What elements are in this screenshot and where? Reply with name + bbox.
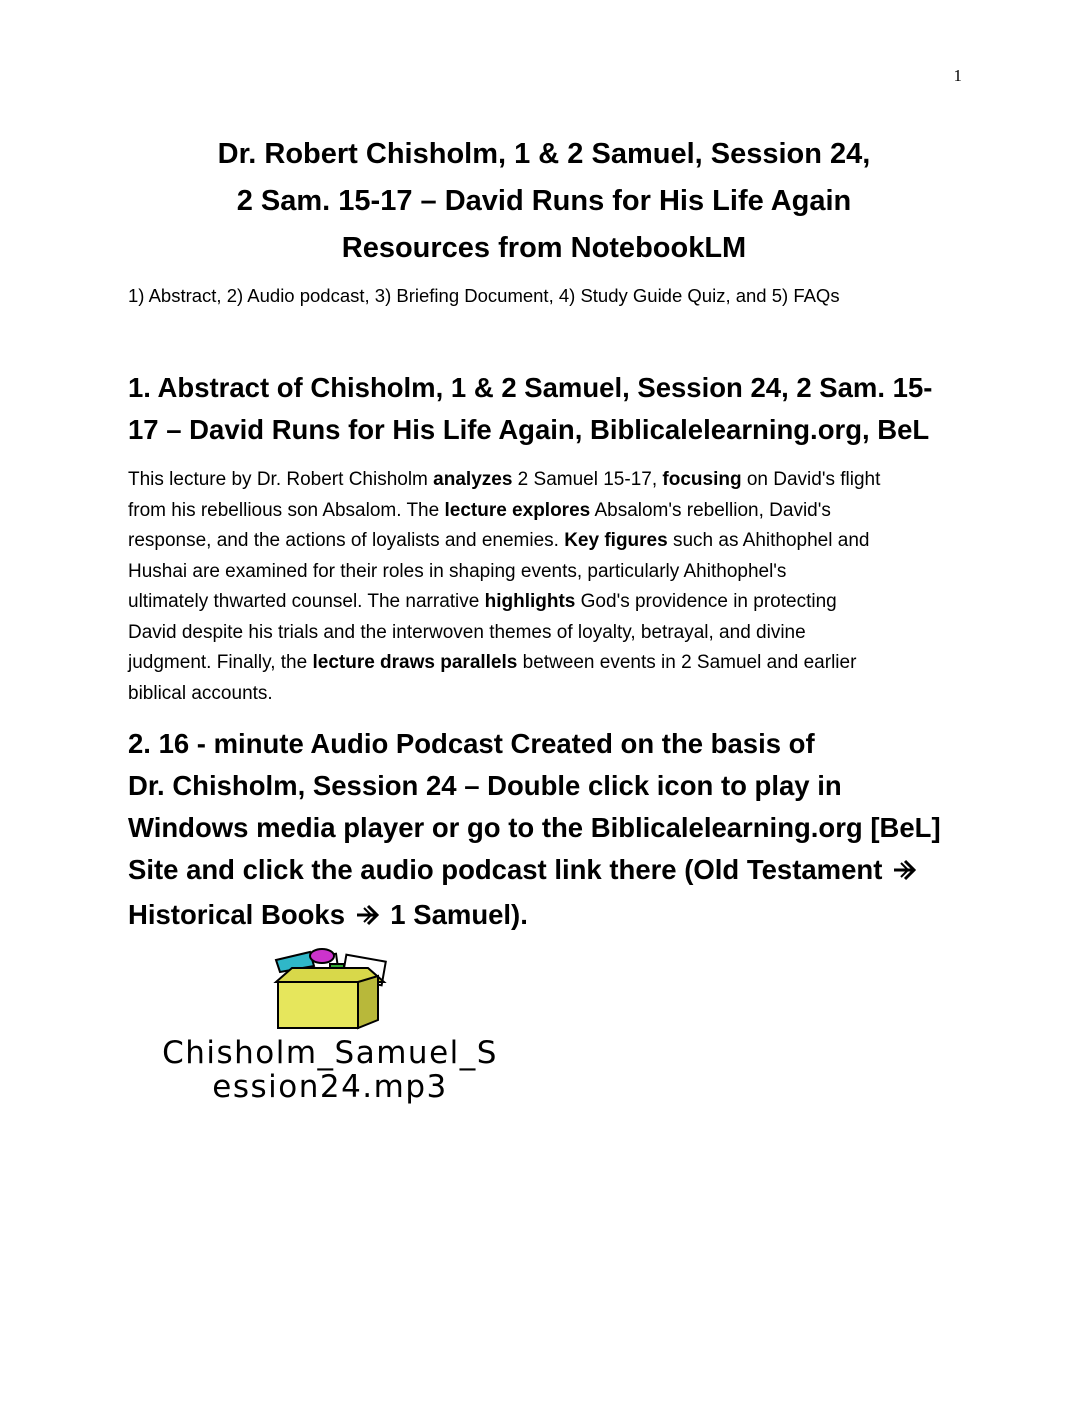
podcast-heading-line-1: 2. 16 - minute Audio Podcast Created on the basis of xyxy=(128,728,815,759)
text-run: on David's flight xyxy=(741,469,881,490)
text-run: such as Ahithophel and xyxy=(667,530,870,551)
document-title xyxy=(100,131,988,272)
abstract-line xyxy=(128,648,958,679)
abstract-line xyxy=(128,496,958,527)
abstract-heading-line-1: 1. Abstract of Chisholm, 1 & 2 Samuel, Session 24, 2 Sam. 15- xyxy=(128,372,933,403)
text-run: judgment. Finally, the xyxy=(128,652,313,673)
text-run: ultimately thwarted counsel. The narrative xyxy=(128,591,485,612)
text-run: 2 Samuel 15-17, xyxy=(512,469,663,490)
contents-line: 1) Abstract, 2) Audio podcast, 3) Briefing Document, 4) Study Guide Quiz, and 5) FAQs xyxy=(128,285,840,306)
bold-term: lecture draws parallels xyxy=(312,652,518,673)
bold-term: highlights xyxy=(484,591,576,612)
text-run: Site and click the audio podcast link there (Old Testament xyxy=(128,854,883,885)
bold-term: Key figures xyxy=(564,530,668,551)
abstract-heading-line-2: 17 – David Runs for His Life Again, Biblicalelearning.org, BeL xyxy=(128,414,930,445)
file-name-line-1: Chisholm_Samuel_S xyxy=(162,1035,498,1071)
package-icon[interactable] xyxy=(270,948,394,1037)
arrow-right-icon xyxy=(892,852,918,894)
arrow-right-icon xyxy=(355,897,381,939)
abstract-line xyxy=(128,465,958,496)
bold-term: lecture explores xyxy=(444,499,591,521)
abstract-line: Hushai are examined for their roles in shaping events, particularly Ahithophel's xyxy=(128,560,787,582)
podcast-heading-line-2: Dr. Chisholm, Session 24 – Double click icon to play in xyxy=(128,770,842,801)
abstract-body xyxy=(128,465,958,709)
podcast-heading-line-5 xyxy=(128,894,958,939)
file-name-line-2: ession24.mp3 xyxy=(212,1069,448,1105)
abstract-line: biblical accounts. xyxy=(128,682,273,704)
text-run: 1 Samuel). xyxy=(390,899,528,930)
podcast-heading-line-4 xyxy=(128,849,958,894)
abstract-line xyxy=(128,587,958,618)
text-run: God's providence in protecting xyxy=(575,591,837,612)
text-run: from his rebellious son Absalom. The xyxy=(128,499,445,521)
podcast-heading-line-3: Windows media player or go to the Biblicalelearning.org [BeL] xyxy=(128,812,941,843)
text-run: between events in 2 Samuel and earlier xyxy=(517,652,857,673)
audio-file-attachment[interactable] xyxy=(124,948,536,1108)
title-line-3: Resources from NotebookLM xyxy=(341,232,747,264)
text-run: Historical Books xyxy=(128,899,346,930)
bold-term: focusing xyxy=(662,469,742,490)
text-run: This lecture by Dr. Robert Chisholm xyxy=(128,469,434,490)
abstract-line xyxy=(128,526,958,557)
title-line-1: Dr. Robert Chisholm, 1 & 2 Samuel, Session 24, xyxy=(217,138,871,170)
abstract-line: David despite his trials and the interwoven themes of loyalty, betrayal, and divine xyxy=(128,621,806,643)
bold-term: analyzes xyxy=(433,469,513,490)
file-name[interactable] xyxy=(124,1036,536,1104)
text-run: Absalom's rebellion, David's xyxy=(590,499,831,521)
podcast-heading xyxy=(128,723,958,939)
page-number: 1 xyxy=(953,66,962,85)
abstract-heading xyxy=(128,367,958,451)
text-run: response, and the actions of loyalists and enemies. xyxy=(128,530,565,551)
title-line-2: 2 Sam. 15-17 – David Runs for His Life Again xyxy=(236,185,852,217)
